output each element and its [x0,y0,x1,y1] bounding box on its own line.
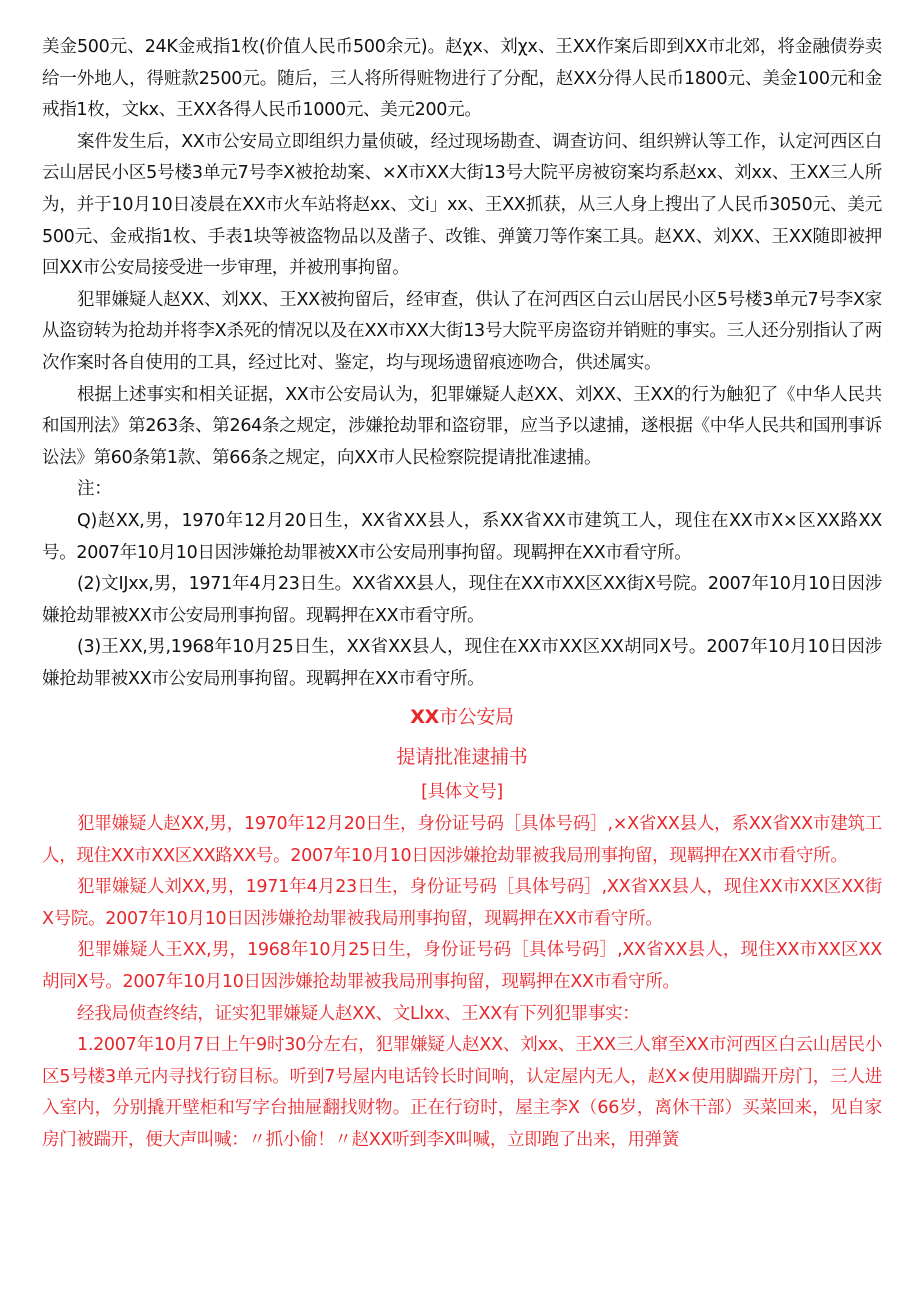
investigation-conclusion: 经我局侦查终结，证实犯罪嫌疑人赵XX、文Llxx、王XX有下列犯罪事实： [77,1003,640,1024]
note-item-3: (3)王XX,男,1968年10月25日生，XX省XX县人，现住在XX市XX区XX胡同X号。2007年10月10日因涉嫌抢劫罪被XX市公安局刑事拘留。现羁押在XX市看守所。 [42,637,882,689]
suspect-paragraph-zhao: 犯罪嫌疑人赵XX,男，1970年12月20日生，身份证号码［具体号码］,×X省XX县人，系XX省XX市建筑工人，现住XX市XX区XX路XX号。2007年10月10日因涉嫌抢劫罪被我局刑事拘留，现羁押在XX市看守所。 [42,814,882,866]
document-title: 提请批准逮捕书 [396,746,528,769]
paragraph-confession: 犯罪嫌疑人赵XX、刘XX、王XX被拘留后，经审查，供认了在河西区白云山居民小区5号楼3单元7号李X家从盗窃转为抢劫并将李X杀死的情况以及在XX市XX大街13号大院平房盗窃并销赃的事实。三人还分别指认了两次作案时各自使用的工具，经过比对、鉴定，均与现场遗留痕迹吻合，供述属实。 [42,289,882,373]
document-number: [具体文号] [421,782,503,803]
suspect-paragraph-wang: 犯罪嫌疑人王XX,男，1968年10月25日生，身份证号码［具体号码］,XX省XX县人，现住XX市XX区XX胡同X号。2007年10月10日因涉嫌抢劫罪被我局刑事拘留，现羁押在XX市看守所。 [42,940,882,993]
paragraph-investigation: 案件发生后，XX市公安局立即组织力量侦破，经过现场勘查、调查访问、组织辨认等工作，认定河西区白云山居民小区5号楼3单元7号李X被抢劫案、×X市XX大街13号大院平房被窃案均系赵xx、刘xx、王XX三人所为，并于10月10日凌晨在XX市火车站将赵xx、文i」xx、王XX抓获，从三人身上搜出了人民币3050元、美元500元、金戒指1枚、手表1块等被盗物品以及凿子、改锥、弹簧刀等作案工具。赵XX、刘XX、王XX随即被押回XX市公安局接受进一步审理，并被刑事拘留。 [42,131,882,279]
agency-prefix: XX [410,706,439,729]
agency-suffix: 市公安局 [438,706,514,729]
note-item-1: Q)赵XX,男，1970年12月20日生，XX省XX县人，系XX省XX市建筑工人，现住在XX市X×区XX路XX号。2007年10月10日因涉嫌抢劫罪被XX市公安局刑事拘留。现羁押在XX市看守所。 [42,510,882,563]
document-page [42,32,882,1157]
paragraph-legal-basis: 根据上述事实和相关证据，XX市公安局认为，犯罪嫌疑人赵XX、刘XX、王XX的行为触犯了《中华人民共和国刑法》第263条、第264条之规定，涉嫌抢劫罪和盗窃罪，应当予以逮捕，遂根据《中华人民共和国刑事诉讼法》第60条第1款、第66条之规定，向XX市人民检察院提请批准逮捕。 [42,384,882,468]
agency-heading [42,699,882,735]
suspect-paragraph-liu: 犯罪嫌疑人刘XX,男，1971年4月23日生，身份证号码［具体号码］,XX省XX县人，现住XX市XX区XX街X号院。2007年10月10日因涉嫌抢劫罪被我局刑事拘留，现羁押在XX市看守所。 [42,877,882,929]
paragraph-loot-distribution: 美金500元、24K金戒指1枚(价值人民币500余元)。赵χx、刘χx、王XX作案后即到XX市北郊，将金融债券卖给一外地人，得赃款2500元。随后，三人将所得赃物进行了分配，赵XX分得人民币1800元、美金100元和金戒指1枚，文kx、王XX各得人民币1000元、美元200元。 [42,37,882,121]
notes-label: 注： [77,479,112,500]
note-item-2: (2)文IJxx,男，1971年4月23日生。XX省XX县人，现住在XX市XX区XX街X号院。2007年10月10日因涉嫌抢劫罪被XX市公安局刑事拘留。现羁押在XX市看守所。 [42,574,882,626]
crime-fact-1: 1.2007年10月7日上午9时30分左右，犯罪嫌疑人赵XX、刘xx、王XX三人窜至XX市河西区白云山居民小区5号楼3单元内寻找行窃目标。听到7号屋内电话铃长时间响，认定屋内无人，赵X×使用脚踹开房门，三人进入室内，分别撬开壁柜和写字台抽屉翻找财物。正在行窃时，屋主李X（66岁，离休干部）买菜回来，见自家房门被踹开，便大声叫喊：〃抓小偷！〃赵XX听到李X叫喊，立即跑了出来，用弹簧 [42,1035,882,1150]
